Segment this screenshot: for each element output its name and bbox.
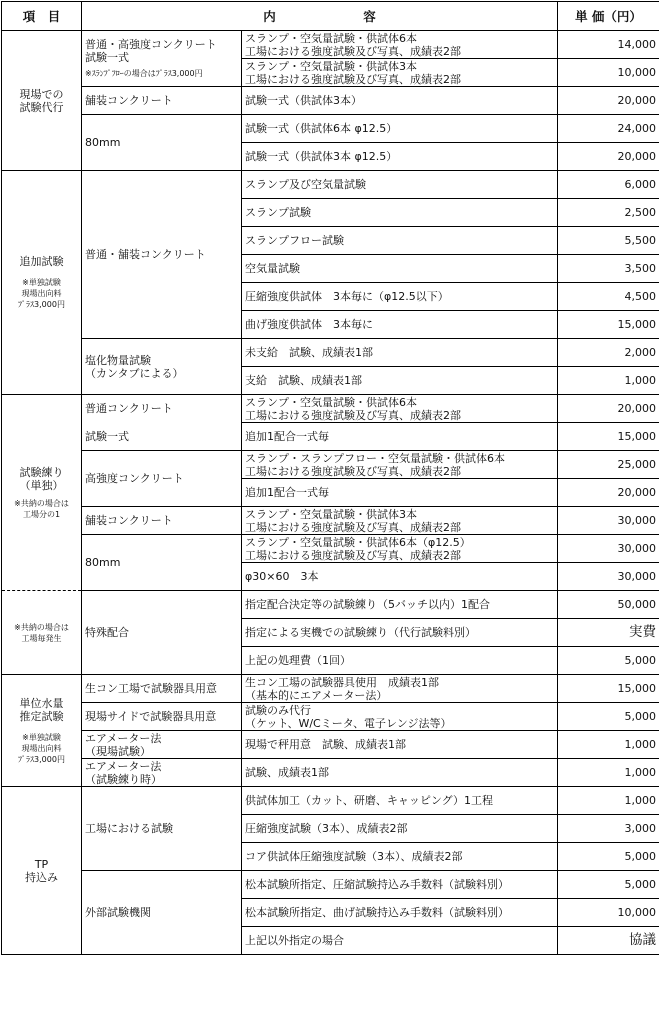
row-content: スランプフロー試験 <box>242 227 558 255</box>
section-onsite-testing: 現場での 試験代行 <box>2 31 82 171</box>
table-row <box>2 423 659 451</box>
section-trial-mix: 試験練り （単独） ※共納の場合は 工場分の1 <box>2 395 82 591</box>
row-price: 1,000 <box>558 731 659 759</box>
row-price: 5,000 <box>558 703 659 731</box>
table-row <box>2 759 659 787</box>
row-content: 未支給 試験、成績表1部 <box>242 339 558 367</box>
header-item: 項 目 <box>2 2 82 31</box>
sub-chloride-test: 塩化物量試験 （カンタブによる） <box>82 339 242 395</box>
row-price: 15,000 <box>558 423 659 451</box>
table-row <box>2 87 659 115</box>
sub-site-equipment: 現場サイドで試験器具用意 <box>82 703 242 731</box>
row-price: 5,000 <box>558 843 659 871</box>
row-price: 20,000 <box>558 395 659 423</box>
row-price: 50,000 <box>558 591 659 619</box>
row-price: 2,500 <box>558 199 659 227</box>
row-price: 15,000 <box>558 311 659 339</box>
table-row <box>2 731 659 759</box>
header-content: 内 容 <box>82 2 558 31</box>
sub-normal-pavement: 普通・舗装コンクリート <box>82 171 242 339</box>
table-row <box>2 451 659 479</box>
slump-flow-note: ※ｽﾗﾝﾌﾟﾌﾛｰの場合はﾌﾟﾗｽ3,000円 <box>85 69 238 79</box>
row-price: 3,500 <box>558 255 659 283</box>
row-content: 上記の処理費（1回） <box>242 647 558 675</box>
row-price: 2,000 <box>558 339 659 367</box>
table-row <box>2 339 659 367</box>
row-price: 4,500 <box>558 283 659 311</box>
table-row <box>2 395 659 423</box>
row-content: 追加1配合一式毎 <box>242 479 558 507</box>
table-row <box>2 115 659 143</box>
sub-pavement: 舗装コンクリート <box>82 507 242 535</box>
row-price: 協議 <box>558 927 659 955</box>
header-price: 単 価（円） <box>558 2 659 31</box>
section-tp-bring-in: TP 持込み <box>2 787 82 955</box>
row-content: スランプ・空気量試験・供試体6本（φ12.5） 工場における強度試験及び写真、成績表2部 <box>242 535 558 563</box>
row-price: 5,500 <box>558 227 659 255</box>
row-content: 追加1配合一式毎 <box>242 423 558 451</box>
sub-air-meter-site: エアメーター法 （現場試験） <box>82 731 242 759</box>
sub-air-meter-trial: エアメーター法 （試験練り時） <box>82 759 242 787</box>
row-content: 試験一式（供試体6本 φ12.5） <box>242 115 558 143</box>
section-joint-delivery-note: ※共納の場合は 工場毎発生 <box>2 591 82 675</box>
table-row <box>2 535 659 563</box>
row-price: 20,000 <box>558 87 659 115</box>
row-content: 試験のみ代行 （ケット、W/Cミータ、電子レンジ法等） <box>242 703 558 731</box>
row-content: スランプ・空気量試験・供試体6本 工場における強度試験及び写真、成績表2部 <box>242 395 558 423</box>
table-row <box>2 171 659 199</box>
sub-plant-tests: 工場における試験 <box>82 787 242 871</box>
row-price: 1,000 <box>558 759 659 787</box>
table-row <box>2 675 659 703</box>
row-price: 24,000 <box>558 115 659 143</box>
sub-external-lab: 外部試験機関 <box>82 871 242 955</box>
row-content: スランプ及び空気量試験 <box>242 171 558 199</box>
row-content: スランプ・スランプフロー・空気量試験・供試体6本 工場における強度試験及び写真、成績表2部 <box>242 451 558 479</box>
row-price: 5,000 <box>558 871 659 899</box>
table-row <box>2 591 659 619</box>
section-note: ※共納の場合は 工場分の1 <box>5 498 78 520</box>
row-price: 1,000 <box>558 787 659 815</box>
table-row <box>2 871 659 899</box>
table-row <box>2 787 659 815</box>
row-content: スランプ試験 <box>242 199 558 227</box>
section-note: ※単独試験 現場出向料 ﾌﾟﾗｽ3,000円 <box>5 732 78 765</box>
sub-80mm: 80mm <box>82 535 242 591</box>
table-row <box>2 507 659 535</box>
sub-normal-concrete: 普通コンクリート <box>82 395 242 423</box>
row-content: 松本試験所指定、曲げ試験持込み手数料（試験料別） <box>242 899 558 927</box>
row-price: 5,000 <box>558 647 659 675</box>
row-price: 30,000 <box>558 507 659 535</box>
row-price: 10,000 <box>558 59 659 87</box>
price-table <box>1 1 659 955</box>
row-price: 30,000 <box>558 563 659 591</box>
sub-pavement: 舗装コンクリート <box>82 87 242 115</box>
section-note: ※単独試験 現場出向料 ﾌﾟﾗｽ3,000円 <box>5 277 78 310</box>
row-content: 支給 試験、成績表1部 <box>242 367 558 395</box>
sub-special-mix: 特殊配合 <box>82 591 242 675</box>
row-content: 供試体加工（カット、研磨、キャッピング）1工程 <box>242 787 558 815</box>
row-content: 空気量試験 <box>242 255 558 283</box>
row-content: スランプ・空気量試験・供試体6本 工場における強度試験及び写真、成績表2部 <box>242 31 558 59</box>
section-unit-water-test: 単位水量 推定試験 ※単独試験 現場出向料 ﾌﾟﾗｽ3,000円 <box>2 675 82 787</box>
row-price: 20,000 <box>558 479 659 507</box>
section-additional-tests: 追加試験 ※単独試験 現場出向料 ﾌﾟﾗｽ3,000円 <box>2 171 82 395</box>
row-content: 圧縮強度供試体 3本毎に（φ12.5以下） <box>242 283 558 311</box>
header-row <box>2 2 659 31</box>
table-row <box>2 31 659 59</box>
row-price: 15,000 <box>558 675 659 703</box>
row-content: 生コン工場の試験器具使用 成績表1部 （基本的にエアメーター法） <box>242 675 558 703</box>
row-price: 14,000 <box>558 31 659 59</box>
sub-plant-equipment: 生コン工場で試験器具用意 <box>82 675 242 703</box>
row-content: スランプ・空気量試験・供試体3本 工場における強度試験及び写真、成績表2部 <box>242 59 558 87</box>
row-content: 指定による実機での試験練り（代行試験料別） <box>242 619 558 647</box>
row-content: 松本試験所指定、圧縮試験持込み手数料（試験料別） <box>242 871 558 899</box>
row-price: 3,000 <box>558 815 659 843</box>
row-content: 指定配合決定等の試験練り（5バッチ以内）1配合 <box>242 591 558 619</box>
sub-80mm: 80mm <box>82 115 242 171</box>
sub-normal-high-strength: 普通・高強度コンクリート 試験一式 ※ｽﾗﾝﾌﾟﾌﾛｰの場合はﾌﾟﾗｽ3,000円 <box>82 31 242 87</box>
row-content: 試験一式（供試体3本） <box>242 87 558 115</box>
sub-high-strength: 高強度コンクリート <box>82 451 242 507</box>
row-content: 現場で秤用意 試験、成績表1部 <box>242 731 558 759</box>
row-content: 圧縮強度試験（3本）、成績表2部 <box>242 815 558 843</box>
row-price: 1,000 <box>558 367 659 395</box>
row-content: 試験一式（供試体3本 φ12.5） <box>242 143 558 171</box>
row-price: 実費 <box>558 619 659 647</box>
row-content: 上記以外指定の場合 <box>242 927 558 955</box>
row-price: 20,000 <box>558 143 659 171</box>
table-row <box>2 703 659 731</box>
sub-test-set: 試験一式 <box>82 423 242 451</box>
row-price: 30,000 <box>558 535 659 563</box>
row-content: 試験、成績表1部 <box>242 759 558 787</box>
row-price: 25,000 <box>558 451 659 479</box>
row-price: 10,000 <box>558 899 659 927</box>
row-content: 曲げ強度供試体 3本毎に <box>242 311 558 339</box>
row-content: φ30×60 3本 <box>242 563 558 591</box>
row-content: コア供試体圧縮強度試験（3本）、成績表2部 <box>242 843 558 871</box>
row-content: スランプ・空気量試験・供試体3本 工場における強度試験及び写真、成績表2部 <box>242 507 558 535</box>
row-price: 6,000 <box>558 171 659 199</box>
